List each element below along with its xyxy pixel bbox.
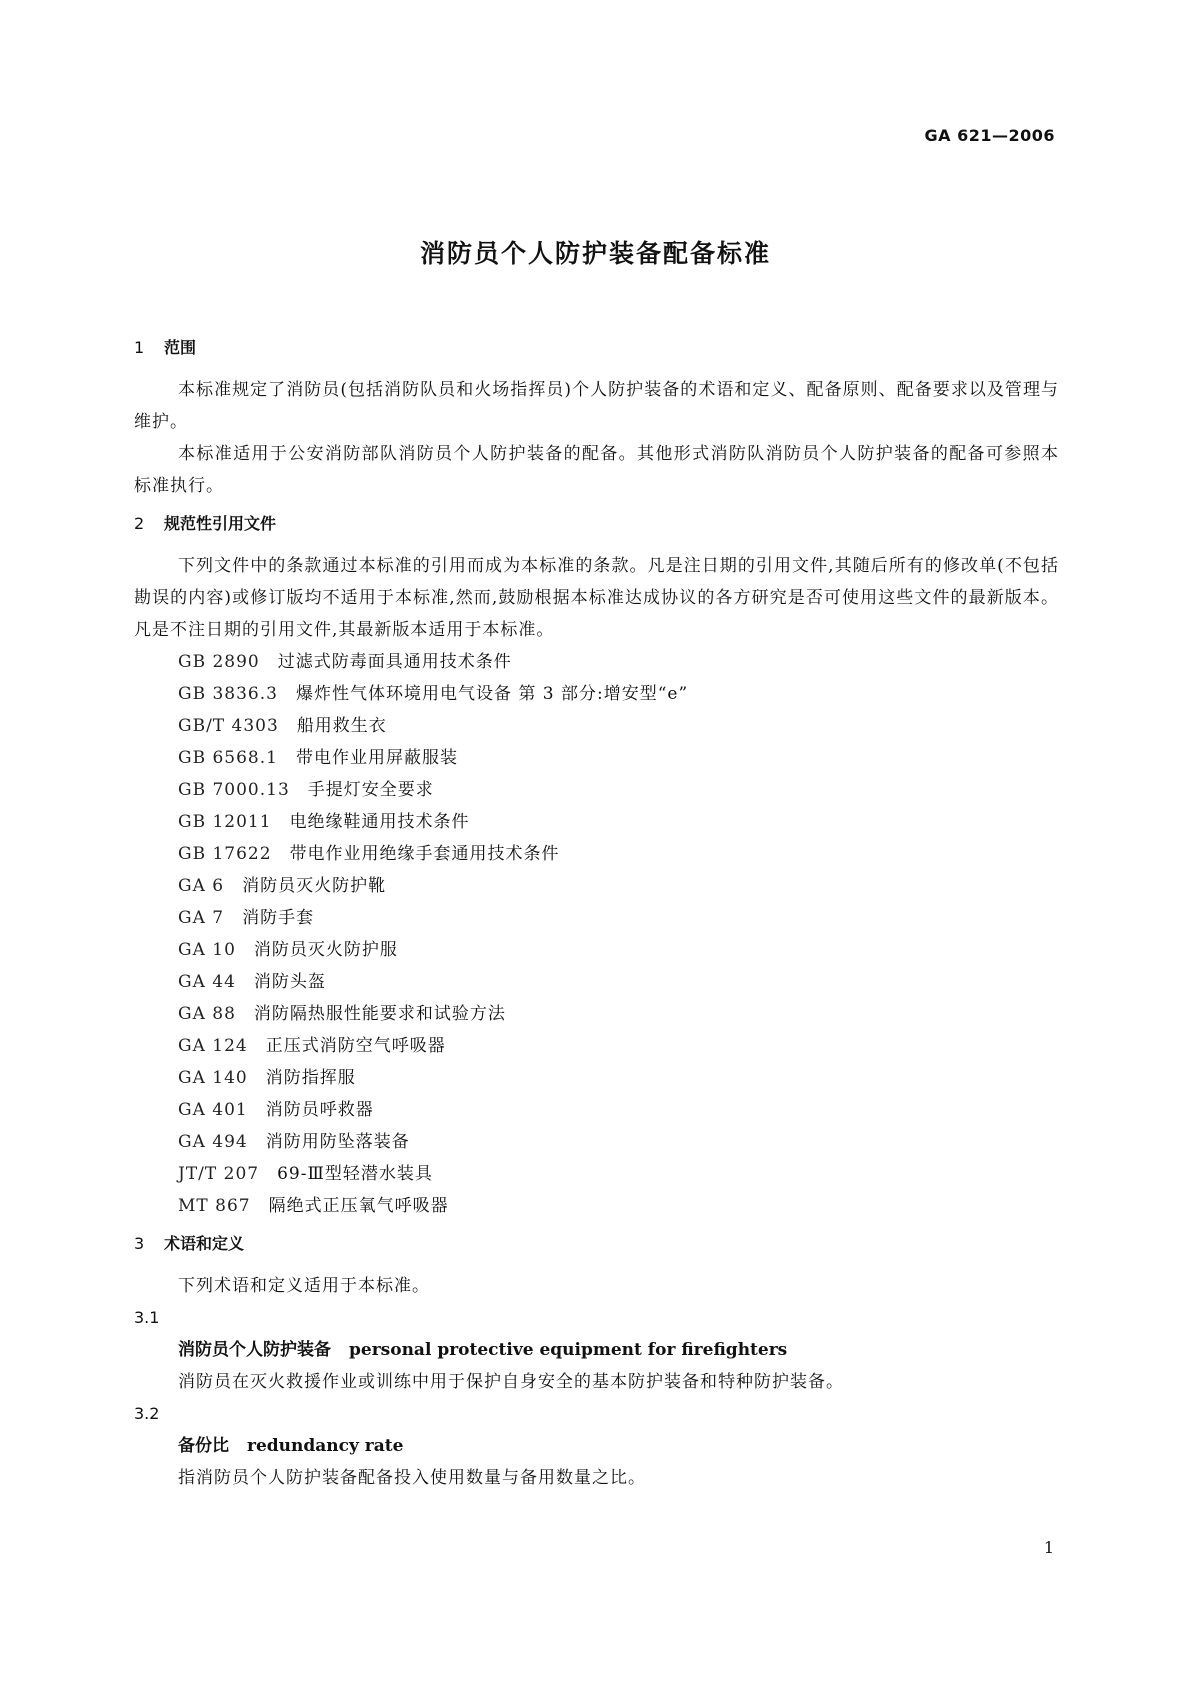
document-body [134, 336, 1059, 1494]
terms-intro: 下列术语和定义适用于本标准。 [178, 1276, 430, 1296]
reference-list [134, 646, 1059, 1222]
document-title: 消防员个人防护装备配备标准 [419, 239, 771, 268]
reference-code: GA 140 [178, 1068, 248, 1088]
reference-name: 69-Ⅲ型轻潜水装具 [277, 1164, 433, 1184]
reference-name: 手提灯安全要求 [307, 780, 434, 800]
references-intro: 下列文件中的条款通过本标准的引用而成为本标准的条款。凡是注日期的引用文件,其随后所有的修改单(不包括勘误的内容)或修订版均不适用于本标准,然而,鼓励根据本标准达成协议的各方研究是否可使用这些文件的最新版本。凡是不注日期的引用文件,其最新版本适用于本标准。 [134, 556, 1059, 640]
reference-code: GA 44 [178, 972, 236, 992]
section-1-heading [134, 336, 1059, 360]
reference-code: JT/T 207 [178, 1164, 260, 1184]
reference-code: GA 88 [178, 1004, 236, 1024]
reference-name: 消防头盔 [253, 972, 326, 992]
reference-code: GB 2890 [178, 652, 260, 672]
reference-code: GA 6 [178, 876, 225, 896]
section-title: 术语和定义 [164, 1234, 245, 1253]
reference-item [178, 998, 1059, 1030]
reference-name: 消防用防坠落装备 [265, 1132, 410, 1152]
reference-item [178, 1190, 1059, 1222]
reference-code: GA 401 [178, 1100, 248, 1120]
reference-item [178, 806, 1059, 838]
term-definition: 指消防员个人防护装备配备投入使用数量与备用数量之比。 [178, 1468, 646, 1488]
reference-item [178, 934, 1059, 966]
reference-item [178, 966, 1059, 998]
section-3-heading [134, 1232, 1059, 1256]
reference-code: MT 867 [178, 1196, 251, 1216]
term-chinese: 消防员个人防护装备 [178, 1340, 331, 1360]
reference-name: 消防员灭火防护靴 [242, 876, 387, 896]
reference-code: GB 12011 [178, 812, 272, 832]
section-number: 2 [134, 514, 145, 533]
section-2-heading [134, 512, 1059, 536]
reference-code: GB 6568.1 [178, 748, 278, 768]
reference-name: 隔绝式正压氧气呼吸器 [268, 1196, 449, 1216]
reference-code: GA 494 [178, 1132, 248, 1152]
reference-item [178, 1126, 1059, 1158]
reference-item [178, 1030, 1059, 1062]
page-number: 1 [1043, 1538, 1054, 1557]
term-chinese: 备份比 [178, 1436, 229, 1456]
reference-name: 带电作业用绝缘手套通用技术条件 [289, 844, 560, 864]
reference-name: 消防隔热服性能要求和试验方法 [253, 1004, 506, 1024]
term-english: personal protective equipment for firefighters [349, 1340, 788, 1360]
reference-item [178, 1094, 1059, 1126]
reference-item [178, 710, 1059, 742]
reference-name: 带电作业用屏蔽服装 [295, 748, 458, 768]
reference-item [178, 678, 1059, 710]
term-heading [134, 1430, 1059, 1462]
reference-name: 消防指挥服 [265, 1068, 356, 1088]
reference-name: 过滤式防毒面具通用技术条件 [277, 652, 512, 672]
term-number: 3.2 [134, 1404, 160, 1423]
reference-code: GB 3836.3 [178, 684, 278, 704]
reference-item [178, 646, 1059, 678]
reference-code: GA 124 [178, 1036, 248, 1056]
section-number: 1 [134, 338, 145, 357]
reference-name: 消防员灭火防护服 [253, 940, 398, 960]
reference-code: GB 7000.13 [178, 780, 290, 800]
reference-code: GB 17622 [178, 844, 272, 864]
reference-item [178, 1158, 1059, 1190]
reference-item [178, 742, 1059, 774]
reference-item [178, 870, 1059, 902]
reference-code: GA 10 [178, 940, 236, 960]
reference-name: 正压式消防空气呼吸器 [265, 1036, 446, 1056]
term-english: redundancy rate [247, 1436, 404, 1456]
section-title: 范围 [164, 338, 197, 357]
standard-code: GA 621—2006 [924, 126, 1055, 145]
reference-code: GB/T 4303 [178, 716, 279, 736]
reference-name: 消防手套 [242, 908, 315, 928]
term-definition: 消防员在灭火救援作业或训练中用于保护自身安全的基本防护装备和特种防护装备。 [178, 1372, 844, 1392]
reference-code: GA 7 [178, 908, 225, 928]
reference-item [178, 838, 1059, 870]
reference-name: 电绝缘鞋通用技术条件 [289, 812, 470, 832]
term-heading [134, 1334, 1059, 1366]
section-number: 3 [134, 1234, 145, 1253]
scope-paragraph-1: 本标准规定了消防员(包括消防队员和火场指挥员)个人防护装备的术语和定义、配备原则、配备要求以及管理与维护。 [134, 380, 1059, 432]
reference-name: 船用救生衣 [296, 716, 387, 736]
reference-item [178, 1062, 1059, 1094]
scope-paragraph-2: 本标准适用于公安消防部队消防员个人防护装备的配备。其他形式消防队消防员个人防护装备的配备可参照本标准执行。 [134, 444, 1059, 496]
reference-name: 消防员呼救器 [265, 1100, 374, 1120]
section-title: 规范性引用文件 [164, 514, 277, 533]
reference-name: 爆炸性气体环境用电气设备 第 3 部分:增安型“e” [295, 684, 689, 704]
term-number: 3.1 [134, 1308, 160, 1327]
reference-item [178, 902, 1059, 934]
reference-item [178, 774, 1059, 806]
